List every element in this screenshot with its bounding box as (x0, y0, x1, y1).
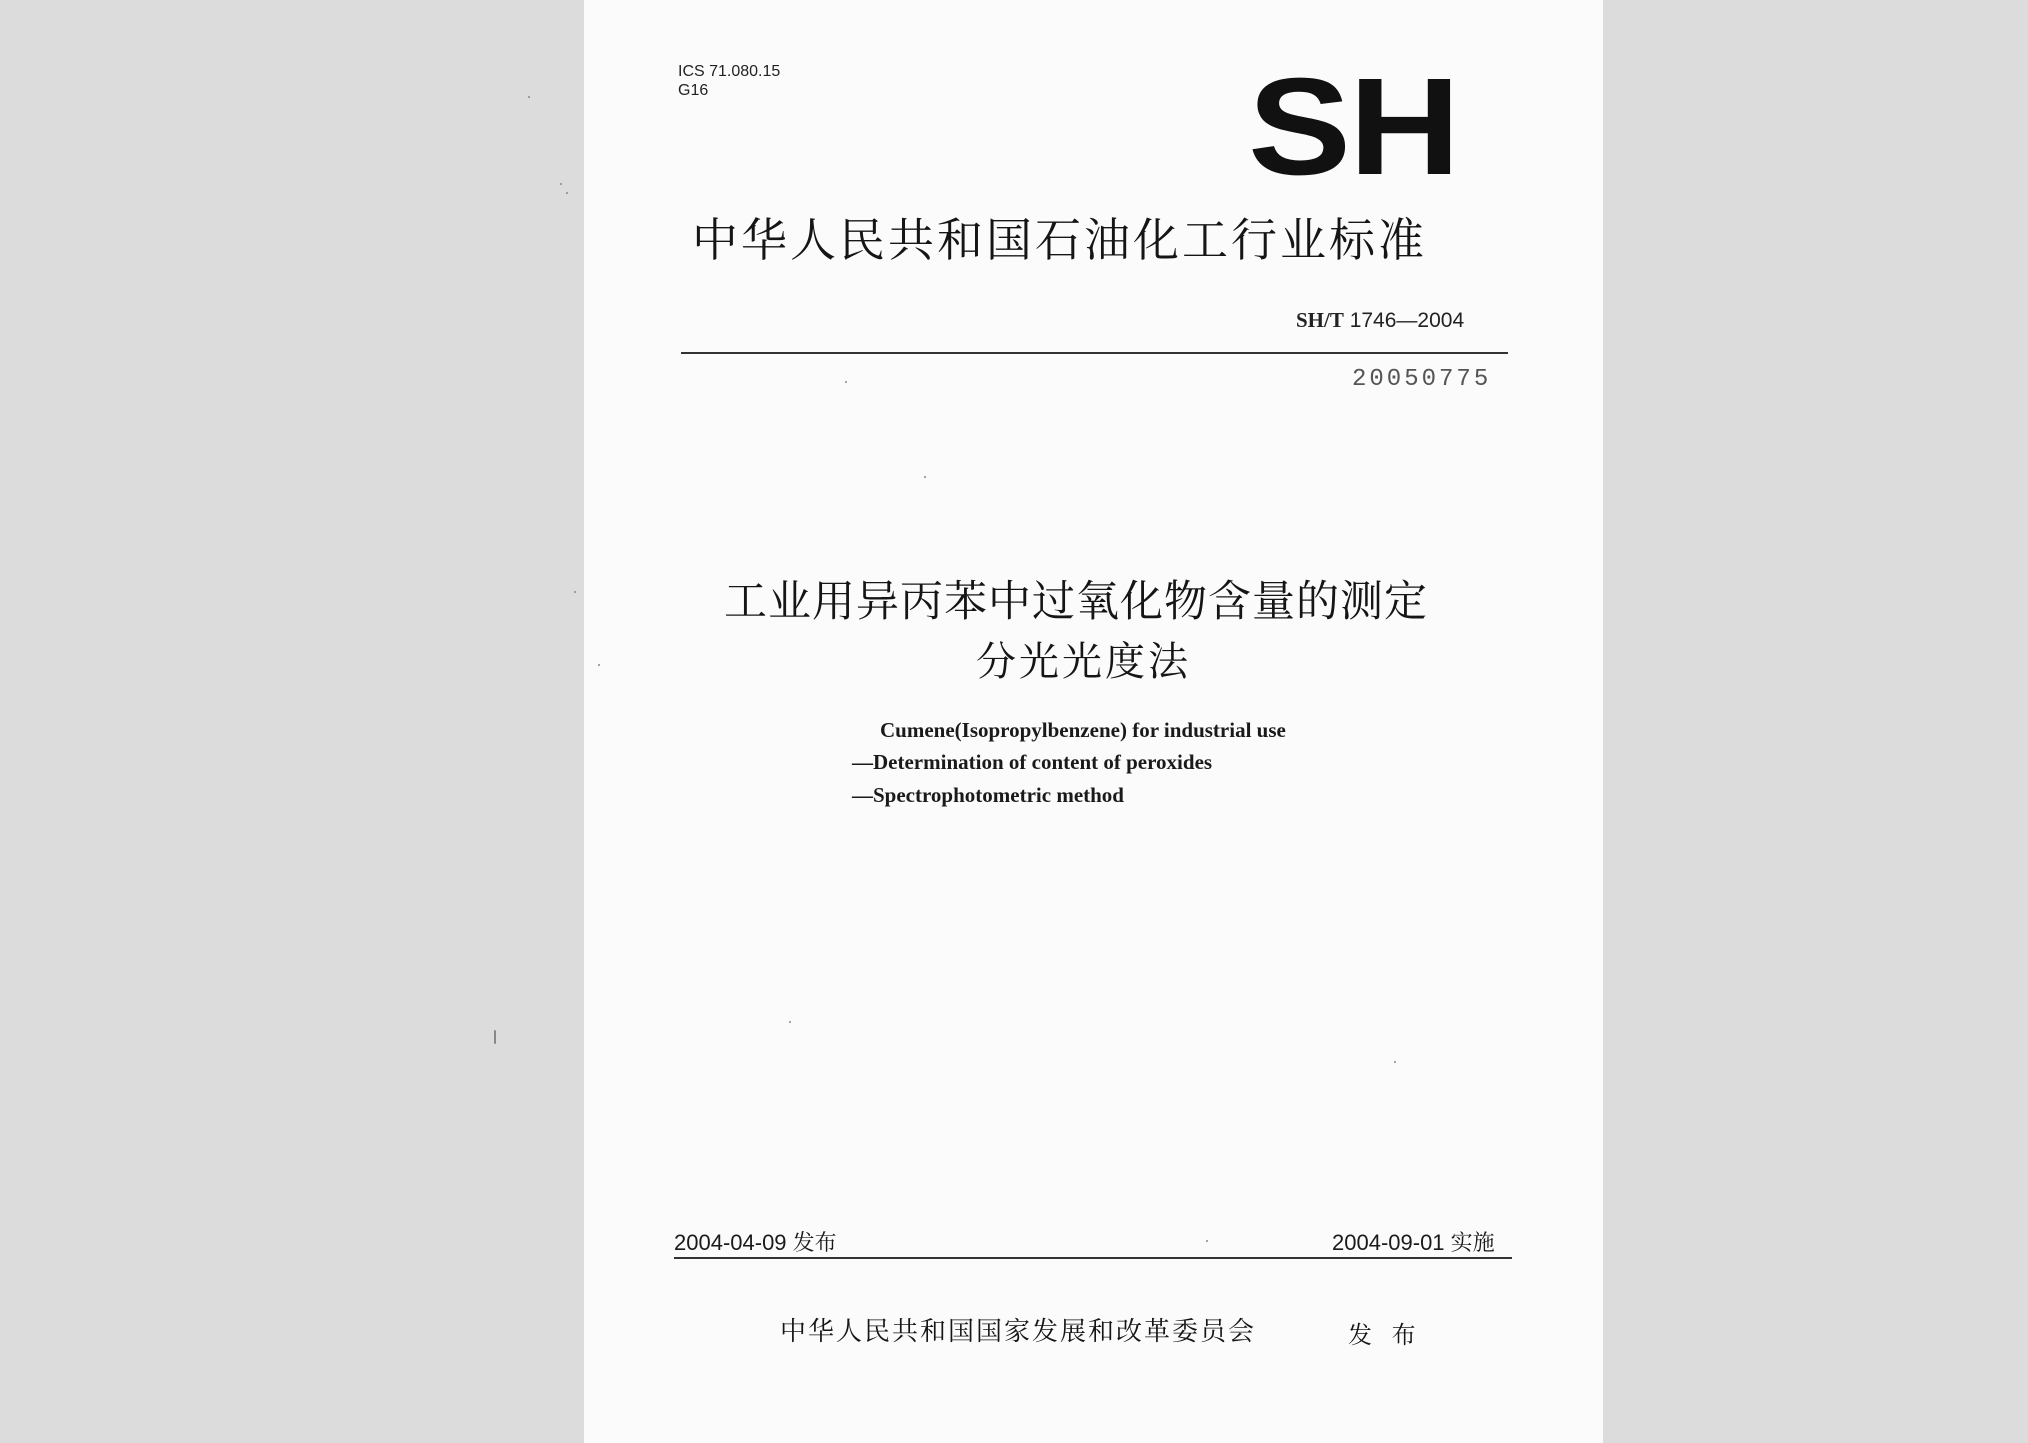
implement-date: 2004-09-01 实施 (1332, 1230, 1495, 1255)
scan-speck (528, 96, 530, 98)
scan-speck (598, 664, 600, 666)
scan-speck (494, 1030, 496, 1044)
issue-date: 2004-04-09 发布 (674, 1230, 837, 1255)
standard-prefix: SH/T (1296, 308, 1344, 332)
publisher-label: 发 布 (1348, 1321, 1422, 1349)
publisher-name: 中华人民共和国国家发展和改革委员会 (780, 1317, 1257, 1347)
english-title-line3: —Spectrophotometric method (852, 783, 1124, 807)
ics-classification (678, 62, 780, 100)
ics-code: ICS 71.080.15 (678, 63, 781, 80)
class-code: G16 (678, 82, 709, 99)
standard-title: 中华人民共和国石油化工行业标准 (692, 213, 1427, 267)
english-title-line2: —Determination of content of peroxides (852, 750, 1213, 774)
scan-speck (845, 381, 847, 383)
scan-speck (1394, 1061, 1396, 1063)
standard-code: 1746—2004 (1349, 309, 1465, 332)
standard-number (1296, 308, 1464, 333)
english-title-line1: Cumene(Isopropylbenzene) for industrial use (880, 718, 1286, 742)
document-subtitle-chinese: 分光光度法 (976, 639, 1191, 685)
sh-logo: SH (1248, 50, 1459, 204)
serial-stamp: 20050775 (1352, 366, 1492, 393)
scan-speck (574, 591, 576, 593)
scan-speck (789, 1021, 791, 1023)
scan-speck (566, 192, 568, 194)
bottom-divider (674, 1257, 1512, 1259)
document-page (584, 0, 1603, 1443)
scan-speck (1206, 1240, 1208, 1242)
scan-speck (924, 476, 926, 478)
top-divider (681, 352, 1508, 354)
document-title-chinese: 工业用异丙苯中过氧化物含量的测定 (724, 577, 1428, 627)
scan-speck (560, 183, 562, 185)
